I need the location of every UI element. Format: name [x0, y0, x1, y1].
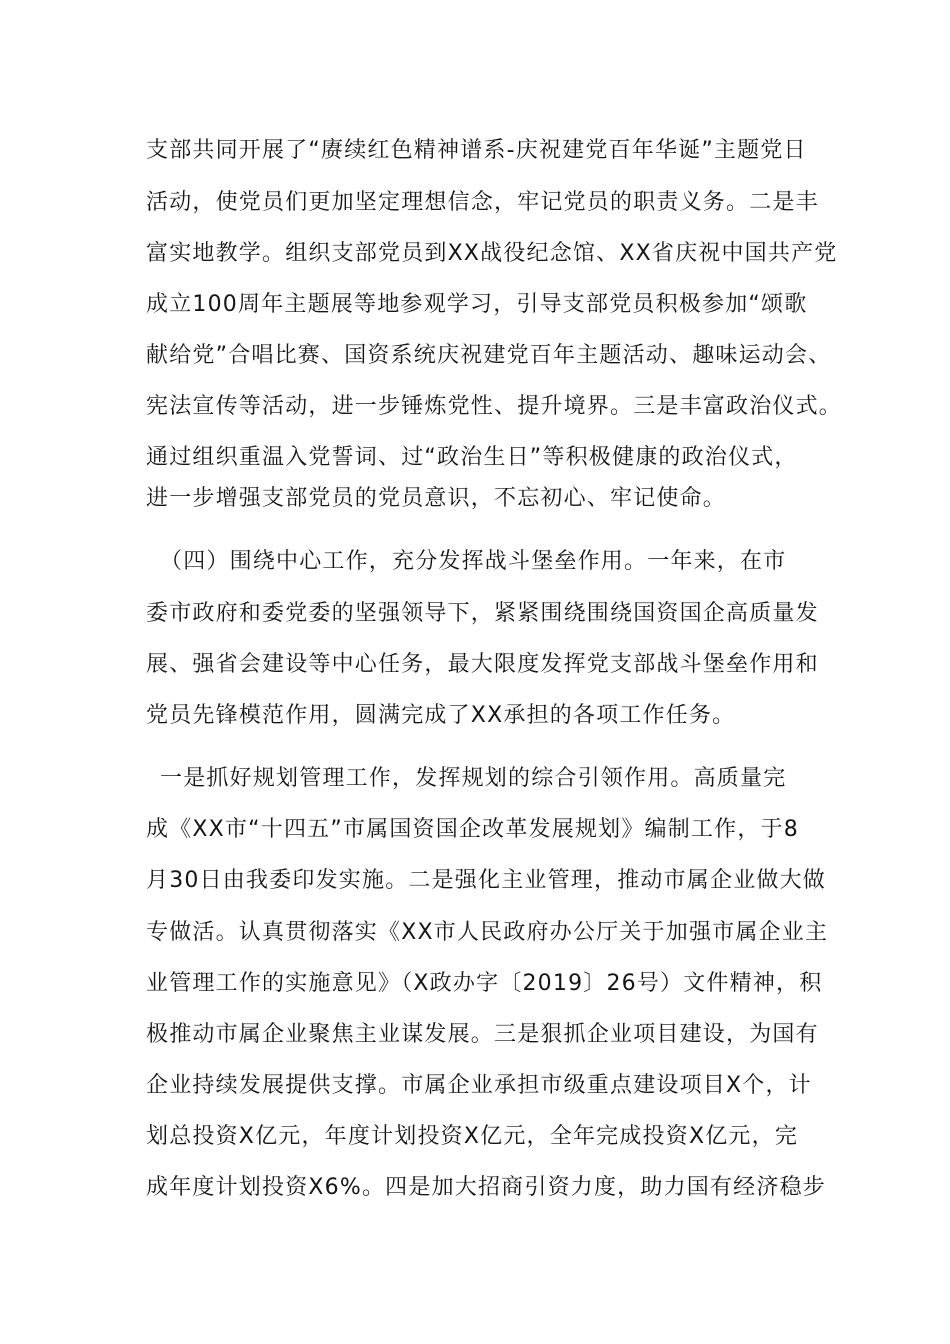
text-line: 业管理工作的实施意见》（X政办字〔2019〕26号）文件精神，积 [146, 971, 823, 996]
text-line: 献给党”合唱比赛、国资系统庆祝建党百年主题活动、趣味运动会、 [146, 343, 832, 368]
text-line: 进一步增强支部党员的党员意识，不忘初心、牢记使命。 [146, 486, 727, 511]
text-line: 划总投资X亿元，年度计划投资X亿元，全年完成投资X亿元，完 [146, 1124, 799, 1149]
text-line: 展、强省会建设等中心任务，最大限度发挥党支部战斗堡垒作用和 [146, 652, 819, 677]
text-line: 通过组织重温入党誓词、过“政治生日”等积极健康的政治仪式， [146, 445, 798, 470]
text-line: 宪法宣传等活动，进一步锤炼党性、提升境界。三是丰富政治仪式。 [146, 394, 843, 419]
text-line: 月30日由我委印发实施。二是强化主业管理，推动市属企业做大做 [146, 868, 826, 893]
text-line: 支部共同开展了“赓续红色精神谱系-庆祝建党百年华诞”主题党日 [146, 138, 807, 163]
text-line: 富实地教学。组织支部党员到XX战役纪念馆、XX省庆祝中国共产党 [146, 241, 838, 266]
text-line: 一是抓好规划管理工作，发挥规划的综合引领作用。高质量完 [160, 766, 787, 791]
text-line: 成《XX市“十四五”市属国资国企改革发展规划》编制工作，于8 [146, 817, 799, 842]
text-line: 成立100周年主题展等地参观学习，引导支部党员积极参加“颂歌 [146, 292, 808, 317]
text-line: 活动，使党员们更加坚定理想信念，牢记党员的职责义务。二是丰 [146, 190, 819, 215]
text-line: 专做活。认真贯彻落实《XX市人民政府办公厅关于加强市属企业主 [146, 920, 829, 945]
paragraph-heading: （四）围绕中心工作，充分发挥战斗堡垒作用。一年来，在市 [160, 549, 787, 574]
text-line: 企业持续发展提供支撑。市属企业承担市级重点建设项目X个，计 [146, 1073, 812, 1098]
text-line: 成年度计划投资X6%。四是加大招商引资力度，助力国有经济稳步 [146, 1175, 826, 1200]
text-line: 极推动市属企业聚焦主业谋发展。三是狠抓企业项目建设，为国有 [146, 1022, 819, 1047]
text-line: 委市政府和委党委的坚强领导下，紧紧围绕围绕国资国企高质量发 [146, 601, 819, 626]
text-line: 党员先锋模范作用，圆满完成了XX承担的各项工作任务。 [146, 703, 736, 728]
